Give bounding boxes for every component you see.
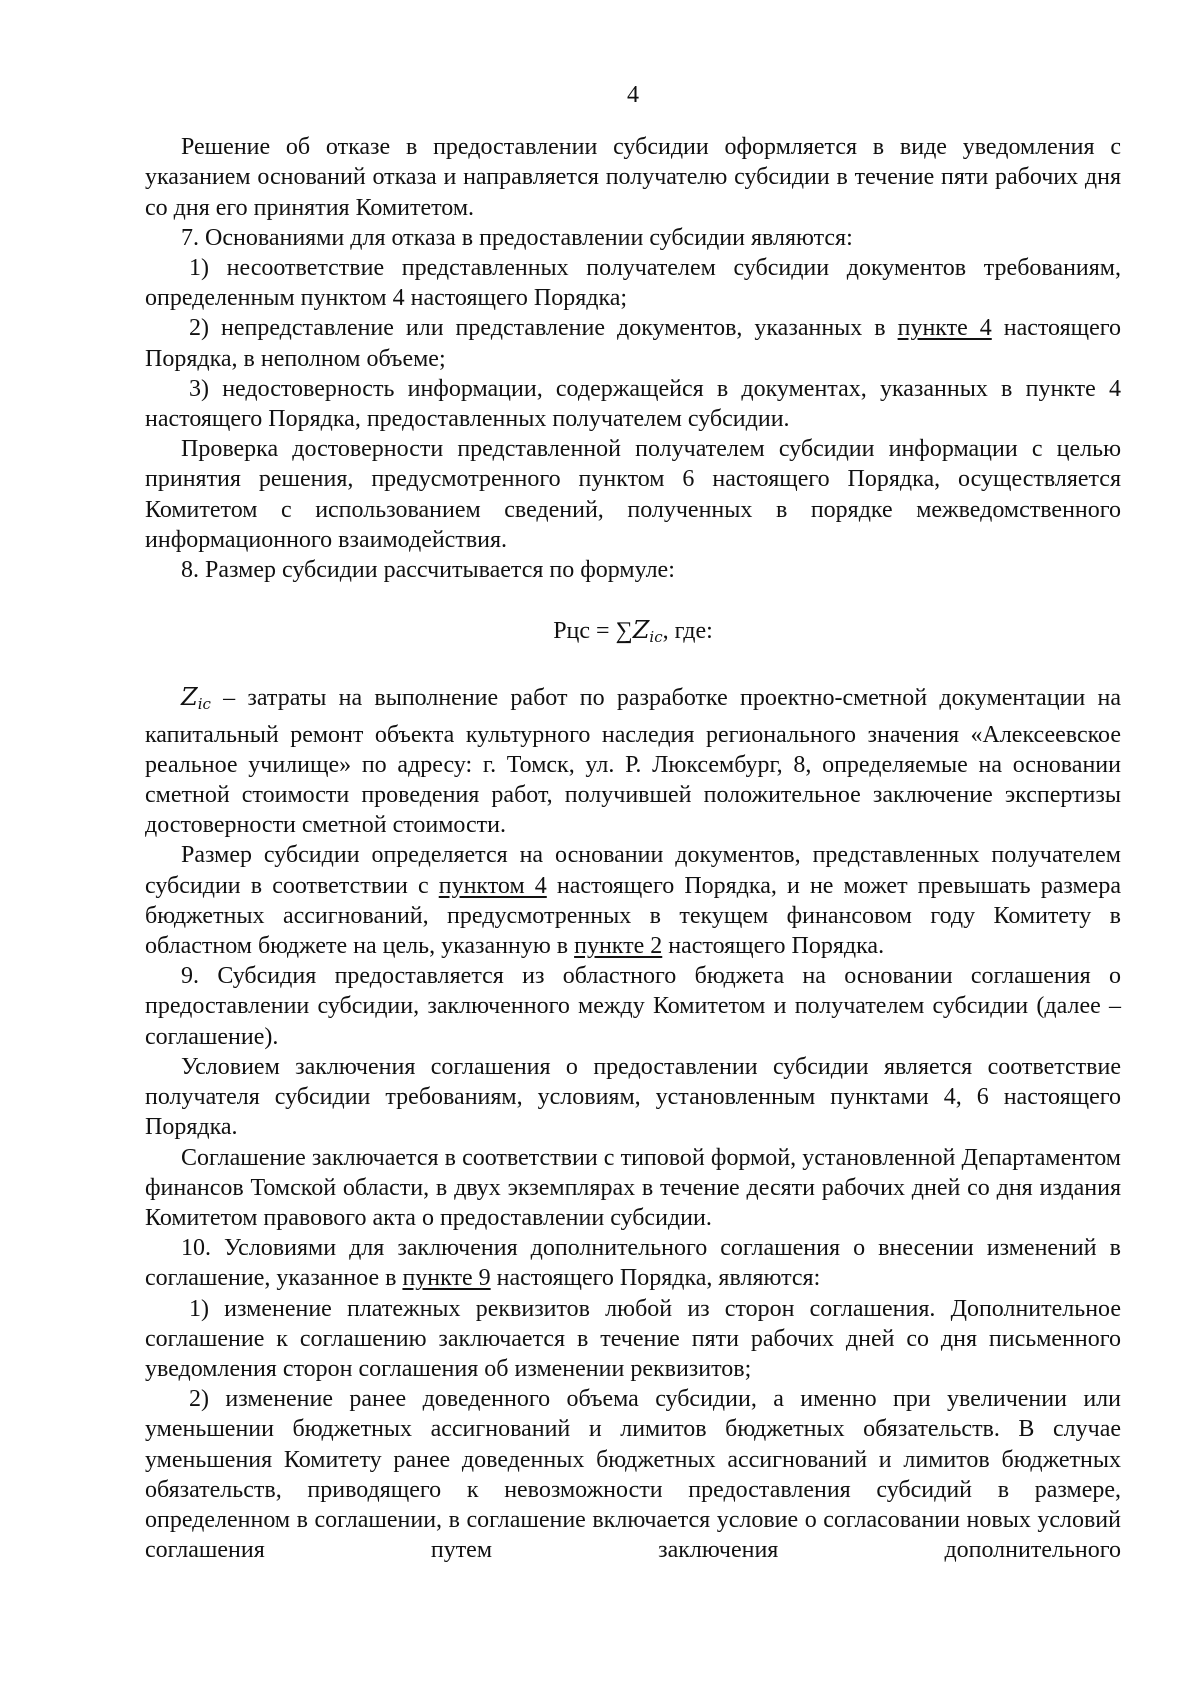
text-segment: – затраты на выполнение работ по разработке проектно-сметной документации на капитальный ремонт объекта культурного наследия регионального значения «Алексеевское реальное училище» по адресу: г. Томск, ул. Р. Люксембург, 8, определяемые на основании сметной стоимости проведения работ, получившей положительное заключение экспертизы достоверности сметной стоимости. [145, 685, 1121, 839]
paragraph-item-8: 8. Размер субсидии рассчитывается по формуле: [181, 557, 675, 584]
text-segment: Размер субсидии определяется на основании документов, представленных получателем субсидии в соответствии с [145, 842, 1121, 899]
paragraph-item-10-1: 1) изменение платежных реквизитов любой из сторон соглашения. Дополнительное соглашение к соглашению заключается в течение пяти рабочих дней со дня письменного уведомления сторон соглашения об изменении реквизитов; [145, 1295, 1121, 1382]
link-punktom-4[interactable]: пунктом 4 [438, 872, 547, 899]
zic-subscript: ic [197, 695, 211, 714]
text-segment: 10. Условиями для заключения дополнительного соглашения о внесении изменений в соглашение, указанное в [145, 1235, 1121, 1292]
link-punkt-4[interactable]: пункте 4 [897, 315, 992, 342]
paragraph-subsidy-size [145, 840, 1121, 961]
paragraph-item-9: 9. Субсидия предоставляется из областного бюджета на основании соглашения о предоставлении субсидии, заключенного между Комитетом и получателем субсидии (далее – соглашение). [145, 963, 1121, 1050]
paragraph-agreement-condition: Условием заключения соглашения о предоставлении субсидии является соответствие получателя субсидии требованиям, условиям, установленным пунктами 4, 6 настоящего Порядка. [145, 1053, 1121, 1141]
text-segment: настоящего Порядка, и не может превышать размера бюджетных ассигнований, предусмотренных в текущем финансовом году Комитету в областном бюджете на цель, указанную в [145, 872, 1121, 960]
subsidy-formula [145, 615, 1121, 652]
text-segment: настоящего Порядка, являются: [490, 1265, 821, 1292]
paragraph-item-7-2 [145, 313, 1121, 373]
link-punkte-2[interactable]: пункте 2 [574, 933, 663, 960]
page-number: 4 [627, 82, 639, 108]
formula-variable [632, 616, 663, 647]
text-segment: настоящего Порядка, в неполном объеме; [145, 315, 1122, 372]
paragraph-zic-definition [145, 682, 1121, 840]
formula-var: Z [632, 616, 650, 645]
zic-var: Z [181, 683, 198, 712]
paragraph-item-7-3: 3) недостоверность информации, содержащейся в документах, указанных в пункте 4 настоящего Порядка, предоставленных получателем субсидии. [145, 375, 1121, 433]
paragraph-item-10-2: 2) изменение ранее доведенного объема субсидии, а именно при увеличении или уменьшении бюджетных ассигнований и лимитов бюджетных обязательств. В случае уменьшения Комитету ранее доведенных бюджетных ассигнований и лимитов бюджетных обязательств, приводящего к невозможности предоставления субсидий в размере, определенном в соглашении, в соглашение включается условие о согласовании новых условий соглашения путем заключения дополнительного [145, 1386, 1121, 1564]
paragraph-agreement-form: Соглашение заключается в соответствии с типовой формой, установленной Департаментом финансов Томской области, в двух экземплярах в течение десяти рабочих дней со дня издания Комитетом правового акта о предоставлении субсидии. [145, 1144, 1121, 1231]
paragraph-refusal-notice: Решение об отказе в предоставлении субсидии оформляется в виде уведомления с указанием оснований отказа и направляется получателю субсидии в течение пяти рабочих дня со дня его принятия Комитетом. [145, 134, 1121, 221]
link-punkte-9[interactable]: пункте 9 [402, 1265, 491, 1292]
text-segment: 2) непредставление или представление документов, указанных в [189, 315, 898, 342]
formula-lhs: Рцс = ∑ [553, 618, 633, 645]
formula-tail: , где: [662, 618, 713, 645]
zic-variable [181, 683, 211, 714]
formula-subscript: ic [649, 628, 663, 647]
paragraph-verification: Проверка достоверности представленной получателем субсидии информации с целью принятия решения, предусмотренного пунктом 6 настоящего Порядка, осуществляется Комитетом с использованием сведений, полученных в порядке межведомственного информационного взаимодействия. [145, 436, 1121, 553]
paragraph-item-7: 7. Основаниями для отказа в предоставлении субсидии являются: [181, 224, 853, 251]
text-segment: настоящего Порядка. [662, 933, 885, 960]
paragraph-item-10 [145, 1233, 1121, 1293]
paragraph-item-7-1: 1) несоответствие представленных получателем субсидии документов требованиям, определенным пунктом 4 настоящего Порядка; [145, 255, 1121, 312]
